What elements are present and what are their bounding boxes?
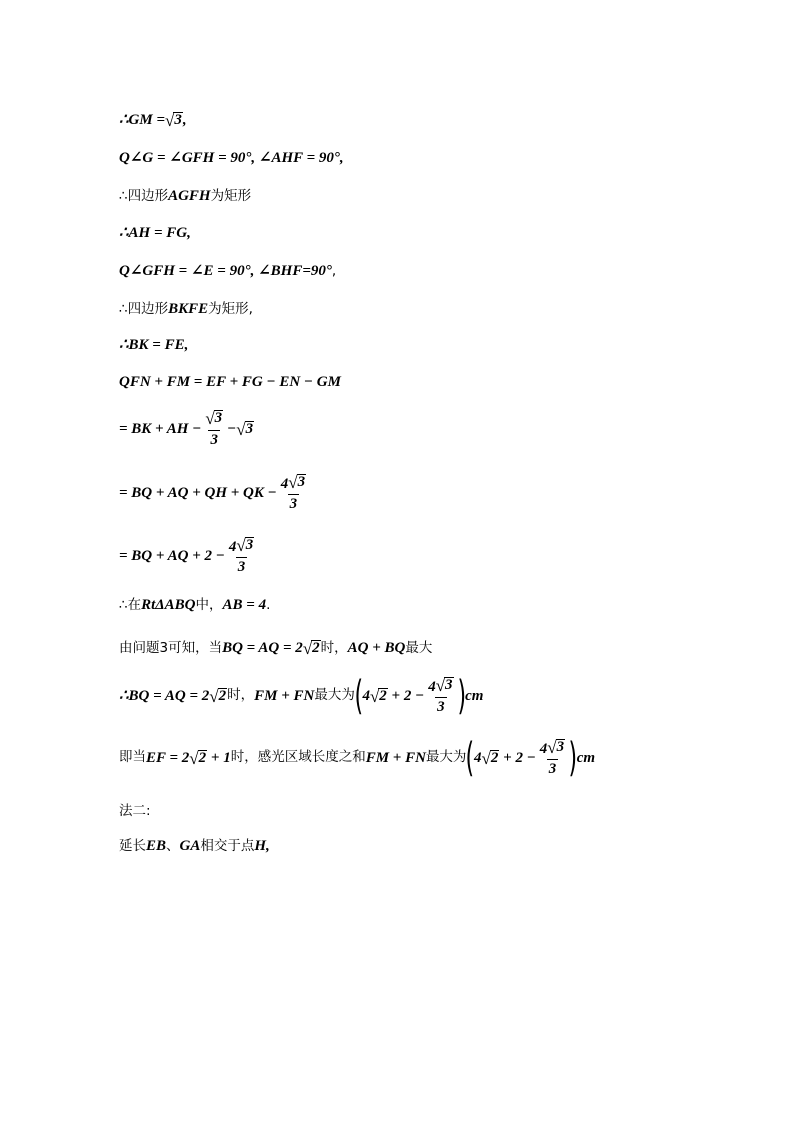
- line-extend-eb-ga: 延长 EB 、 GA 相交于点 H,: [119, 837, 270, 854]
- line-rt-abq: ∴在 RtΔABQ 中， AB = 4 .: [119, 596, 271, 613]
- line-bkfe-rect: ∴ 四边形 BKFE 为矩形,: [119, 300, 253, 317]
- line-ef-max: 即当 EF = 2 √ 2 + 1 时，感光区域长度之和 FM + FN 最大为 ( 4 √ 2 + 2 − 4 √ 3 3 ) cm: [119, 735, 596, 781]
- line-angles-90: Q∠G = ∠GFH = 90°, ∠AHF = 90°,: [119, 150, 344, 166]
- fraction-sqrt3-over-3: √ 3 3: [205, 409, 223, 448]
- fraction-4sqrt3-over-3: 4 √ 3 3: [539, 738, 565, 777]
- sqrt-3: √ 3: [165, 111, 182, 130]
- line-method-two: 法二:: [119, 803, 151, 819]
- sqrt-3: √ 3: [236, 419, 254, 439]
- line-bk-ah: = BK + AH − √ 3 3 − √ 3: [119, 409, 254, 448]
- line-gm: ∴GM = √ 3 ,: [119, 111, 187, 130]
- fraction-4sqrt3-over-3: 4 √ 3 3: [228, 536, 254, 575]
- fraction-4sqrt3-over-3: 4 √ 3 3: [280, 473, 306, 512]
- line-ah-fg: ∴AH = FG,: [119, 225, 191, 241]
- line-agfh-rect: ∴ 四边形 AGFH 为矩形: [119, 187, 252, 204]
- line-bq-aq-2: = BQ + AQ + 2 − 4 √ 3 3: [119, 537, 258, 575]
- fraction-4sqrt3-over-3: 4 √ 3 3: [428, 676, 453, 715]
- line-bq-aq-qh-qk: = BQ + AQ + QH + QK − 4 √ 3 3: [119, 474, 310, 512]
- line-gfh-e: Q∠GFH = ∠E = 90°, ∠BHF=90° ,: [119, 262, 337, 279]
- line-bk-fe: ∴BK = FE,: [119, 337, 189, 353]
- line-problem3: 由问题3可知，当 BQ = AQ = 2 √ 2 时， AQ + BQ 最大: [119, 639, 433, 658]
- line-fn-fm: QFN + FM = EF + FG − EN − GM: [119, 374, 341, 390]
- line-max-fm-fn: ∴BQ = AQ = 2 √ 2 时， FM + FN 最大为 ( 4 √ 2 + 2 − 4 √ 3 3 ) cm: [119, 673, 484, 719]
